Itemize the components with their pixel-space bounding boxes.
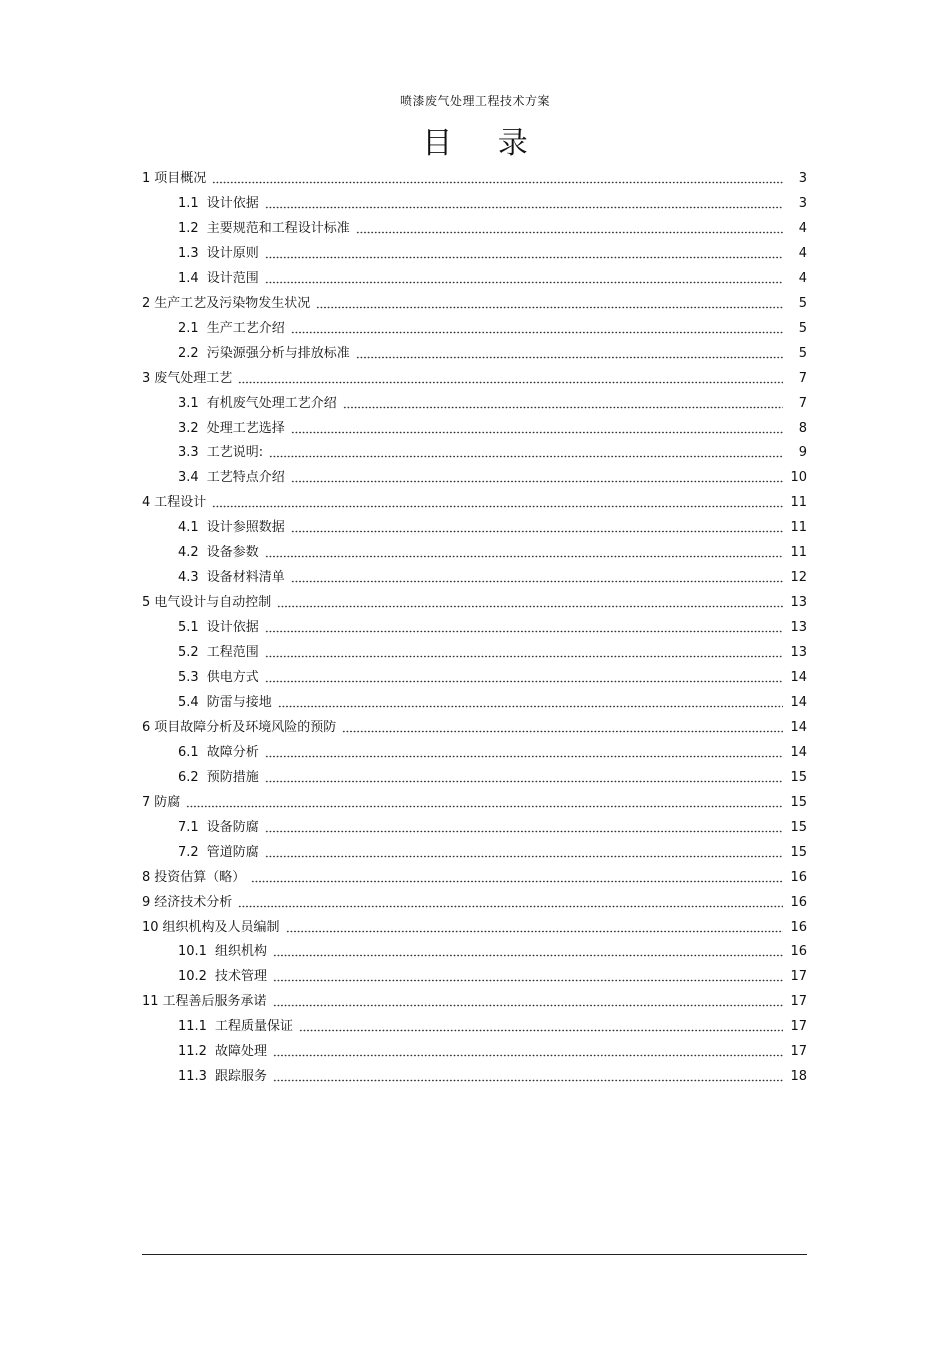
toc-entry-page: 17 <box>790 1044 807 1060</box>
toc-entry-text: 防雷与接地 <box>206 694 272 710</box>
toc-entry-text: 故障处理 <box>214 1044 267 1060</box>
toc-entry-page: 16 <box>790 919 807 935</box>
toc-entry-label <box>178 395 337 413</box>
toc-entry[interactable] <box>178 617 807 637</box>
toc-entry-page: 15 <box>790 769 807 785</box>
toc-entry[interactable] <box>178 767 807 787</box>
toc-entry-number: 5.1 <box>178 620 199 636</box>
dot-leader <box>212 498 783 508</box>
toc-entry-page: 17 <box>790 994 807 1010</box>
toc-entry-text: 设备参数 <box>206 545 259 561</box>
toc-entry-number: 7.1 <box>178 819 199 835</box>
toc-entry-number: 1.1 <box>178 195 199 211</box>
toc-entry-number: 8 <box>142 869 151 885</box>
toc-entry-label <box>178 943 267 961</box>
toc-entry-text: 预防措施 <box>206 769 259 785</box>
toc-entry-label <box>178 1068 267 1086</box>
toc-entry[interactable] <box>178 517 807 537</box>
toc-entry[interactable] <box>142 892 807 912</box>
toc-entry-page: 16 <box>790 944 807 960</box>
toc-entry-number: 5 <box>142 595 151 611</box>
dot-leader <box>273 1072 783 1082</box>
toc-entry[interactable] <box>178 842 807 862</box>
toc-entry-text: 工艺说明: <box>206 445 264 461</box>
dot-leader <box>273 1047 783 1057</box>
dot-leader <box>342 723 783 733</box>
dot-leader <box>277 598 783 608</box>
toc-entry-label <box>142 295 310 313</box>
dot-leader <box>186 798 783 808</box>
toc-entry[interactable] <box>178 966 807 986</box>
toc-entry-page: 16 <box>790 894 807 910</box>
toc-entry-number: 10.2 <box>178 969 207 985</box>
dot-leader <box>291 424 783 434</box>
toc-entry-page: 15 <box>790 844 807 860</box>
toc-entry-page: 14 <box>790 670 807 685</box>
toc-entry[interactable] <box>178 817 807 837</box>
toc-entry[interactable] <box>178 268 807 288</box>
dot-leader <box>265 823 783 833</box>
toc-entry[interactable] <box>142 592 807 612</box>
toc-entry-number: 11.1 <box>178 1019 207 1035</box>
toc-entry-page: 17 <box>790 1019 807 1035</box>
toc-entry-label <box>178 245 259 263</box>
toc-entry-text: 设备材料清单 <box>206 570 285 586</box>
dot-leader <box>265 673 783 683</box>
toc-entry[interactable] <box>178 218 807 238</box>
toc-entry-number: 3.2 <box>178 420 199 436</box>
toc-entry-text: 投资估算（略） <box>154 869 246 885</box>
toc-entry-text: 技术管理 <box>214 969 267 985</box>
toc-entry-number: 6 <box>142 719 151 735</box>
toc-entry[interactable] <box>142 293 807 313</box>
dot-leader <box>265 274 783 284</box>
toc-entry-page: 11 <box>790 520 807 536</box>
toc-entry[interactable] <box>178 318 807 338</box>
toc-entry[interactable] <box>142 168 807 188</box>
toc-entry[interactable] <box>142 368 807 388</box>
toc-entry[interactable] <box>142 867 807 887</box>
toc-entry-page: 11 <box>790 495 807 511</box>
toc-entry[interactable] <box>178 243 807 263</box>
toc-entry-text: 工艺特点介绍 <box>206 470 285 486</box>
toc-entry-number: 10 <box>142 919 159 935</box>
toc-entry[interactable] <box>178 1016 807 1036</box>
toc-entry-label <box>178 420 285 438</box>
dot-leader <box>265 249 783 259</box>
toc-entry-text: 组织机构及人员编制 <box>162 919 280 935</box>
dot-leader <box>316 299 783 309</box>
toc-entry-label <box>178 320 285 338</box>
toc-entry-label <box>178 270 259 288</box>
toc-entry[interactable] <box>178 193 807 213</box>
toc-entry[interactable] <box>142 991 807 1011</box>
toc-entry-number: 3.4 <box>178 470 199 486</box>
toc-entry-page: 3 <box>798 171 807 186</box>
toc-entry-text: 工程范围 <box>206 645 259 661</box>
dot-leader <box>269 448 783 458</box>
dot-leader <box>265 748 783 758</box>
toc-entry[interactable] <box>178 667 807 687</box>
toc-entry-label <box>142 719 336 737</box>
toc-entry[interactable] <box>178 467 807 487</box>
dot-leader <box>299 1022 783 1032</box>
toc-entry-page: 7 <box>798 370 807 386</box>
toc-entry-number: 5.3 <box>178 670 199 685</box>
toc-entry-text: 设计原则 <box>206 245 259 261</box>
dot-leader <box>251 873 783 883</box>
dot-leader <box>291 523 783 533</box>
toc-entry-label <box>178 744 259 762</box>
toc-entry-text: 处理工艺选择 <box>206 420 285 436</box>
toc-entry-label <box>178 694 272 712</box>
toc-entry-text: 供电方式 <box>206 670 259 685</box>
toc-entry[interactable] <box>142 792 807 812</box>
dot-leader <box>265 199 783 209</box>
toc-entry-page: 5 <box>798 320 807 336</box>
toc-entry-label <box>178 469 285 487</box>
toc-entry[interactable] <box>178 418 807 438</box>
toc-entry-number: 5.2 <box>178 645 199 661</box>
toc-entry-page: 17 <box>790 969 807 985</box>
toc-entry-text: 跟踪服务 <box>214 1069 267 1085</box>
toc-entry-text: 生产工艺介绍 <box>206 320 285 336</box>
toc-entry-text: 废气处理工艺 <box>154 370 233 386</box>
toc-entry-page: 3 <box>798 195 807 211</box>
dot-leader <box>356 224 783 234</box>
dot-leader <box>212 174 783 184</box>
toc-entry-label <box>178 644 259 662</box>
toc-entry-label <box>142 794 180 812</box>
dot-leader <box>265 848 783 858</box>
toc-entry-text: 设计范围 <box>206 270 259 286</box>
toc-entry-page: 10 <box>790 470 807 486</box>
toc-entry-label <box>178 619 259 637</box>
toc-entry-label <box>178 819 259 837</box>
toc-entry-number: 1 <box>142 171 151 186</box>
toc-entry-text: 设计参照数据 <box>206 520 285 536</box>
toc-entry-text: 工程设计 <box>154 495 207 511</box>
toc-entry-number: 3.1 <box>178 395 199 411</box>
toc-entry-text: 防腐 <box>154 794 181 810</box>
dot-leader <box>238 374 783 384</box>
dot-leader <box>265 548 783 558</box>
running-header: 喷漆废气处理工程技术方案 <box>399 94 550 108</box>
toc-entry[interactable] <box>178 393 807 413</box>
toc-entry-label <box>178 220 350 238</box>
toc-entry-text: 设计依据 <box>206 195 259 211</box>
toc-entry-page: 12 <box>790 570 807 586</box>
toc-entry-text: 工程质量保证 <box>214 1019 293 1035</box>
toc-entry-number: 4.1 <box>178 520 199 536</box>
toc-entry-number: 11 <box>142 994 159 1010</box>
toc-entry-page: 7 <box>798 395 807 411</box>
toc-entry-label <box>178 669 259 687</box>
dot-leader <box>238 898 783 908</box>
toc-entry-number: 1.4 <box>178 270 199 286</box>
toc-entry-page: 15 <box>790 794 807 810</box>
toc-entry-label <box>142 494 206 512</box>
toc-entry-page: 13 <box>790 595 807 611</box>
toc-entry-number: 2.2 <box>178 345 199 361</box>
toc-entry-number: 5.4 <box>178 694 199 710</box>
toc-entry-label <box>142 370 232 388</box>
toc-entry-number: 6.2 <box>178 769 199 785</box>
toc-entry-number: 2 <box>142 295 151 311</box>
toc-entry-text: 管道防腐 <box>206 844 259 860</box>
toc-entry-label <box>178 544 259 562</box>
toc-entry-page: 13 <box>790 620 807 636</box>
toc-entry-text: 设计依据 <box>206 620 259 636</box>
dot-leader <box>273 997 783 1007</box>
dot-leader <box>265 648 783 658</box>
toc-entry-number: 4.2 <box>178 545 199 561</box>
toc-entry[interactable] <box>142 717 807 737</box>
toc-entry[interactable] <box>178 442 807 462</box>
toc-entry-number: 1.2 <box>178 220 199 236</box>
toc-entry-page: 8 <box>798 420 807 436</box>
toc-entry-page: 16 <box>790 869 807 885</box>
toc-entry-number: 1.3 <box>178 245 199 261</box>
toc-entry-text: 设备防腐 <box>206 819 259 835</box>
toc-entry-text: 生产工艺及污染物发生状况 <box>154 295 311 311</box>
dot-leader <box>286 923 783 933</box>
toc-entry-label <box>178 444 263 462</box>
toc-entry-label <box>178 1018 293 1036</box>
toc-entry[interactable] <box>178 692 807 712</box>
toc-entry-page: 5 <box>798 345 807 361</box>
dot-leader <box>291 324 783 334</box>
dot-leader <box>291 573 783 583</box>
toc-entry-page: 13 <box>790 645 807 661</box>
dot-leader <box>356 349 783 359</box>
toc-entry-page: 9 <box>798 445 807 461</box>
footer-divider <box>142 1254 807 1255</box>
toc-entry-number: 4.3 <box>178 570 199 586</box>
toc-entry-text: 组织机构 <box>214 944 267 960</box>
toc-entry-page: 4 <box>798 220 807 236</box>
toc-entry-label <box>178 968 267 986</box>
toc-entry-number: 9 <box>142 894 151 910</box>
toc-entry-text: 项目故障分析及环境风险的预防 <box>154 719 337 735</box>
toc-entry-label <box>142 170 206 188</box>
page-title: 目 录 <box>422 126 546 161</box>
toc-entry[interactable] <box>178 1041 807 1061</box>
toc-entry-text: 有机废气处理工艺介绍 <box>206 395 337 411</box>
toc-entry-page: 11 <box>790 545 807 561</box>
toc-entry-text: 经济技术分析 <box>154 894 233 910</box>
toc-entry-page: 4 <box>798 270 807 286</box>
toc-entry-text: 主要规范和工程设计标准 <box>206 220 350 236</box>
toc-entry-page: 4 <box>798 245 807 261</box>
toc-entry-number: 11.3 <box>178 1069 207 1085</box>
toc-entry[interactable] <box>178 642 807 662</box>
dot-leader <box>291 473 783 483</box>
dot-leader <box>278 698 783 708</box>
toc-entry-label <box>178 844 259 862</box>
toc-entry-number: 2.1 <box>178 320 199 336</box>
toc-entry-page: 5 <box>798 295 807 311</box>
toc-entry-page: 15 <box>790 819 807 835</box>
toc-entry-label <box>142 594 271 612</box>
toc-entry-page: 14 <box>790 694 807 710</box>
toc-entry[interactable] <box>178 742 807 762</box>
toc-entry-number: 11.2 <box>178 1044 207 1060</box>
toc-entry-number: 6.1 <box>178 744 199 760</box>
toc-entry[interactable] <box>142 917 807 937</box>
dot-leader <box>265 773 783 783</box>
toc-entry-page: 14 <box>790 719 807 735</box>
toc-entry-label <box>142 869 245 887</box>
toc-entry-text: 故障分析 <box>206 744 259 760</box>
toc-entry[interactable] <box>142 492 807 512</box>
toc-entry-text: 工程善后服务承诺 <box>162 994 267 1010</box>
toc-entry-text: 项目概况 <box>154 171 207 186</box>
toc-entry-number: 7 <box>142 794 151 810</box>
toc-entry-label <box>142 993 267 1011</box>
toc-entry-number: 3.3 <box>178 445 199 461</box>
toc-entry-number: 4 <box>142 495 151 511</box>
toc-entry-text: 电气设计与自动控制 <box>154 595 272 611</box>
toc-entry-number: 10.1 <box>178 944 207 960</box>
toc-entry[interactable] <box>178 343 807 363</box>
toc-entry-label <box>178 1043 267 1061</box>
toc-entry[interactable] <box>178 1066 807 1086</box>
toc-entry[interactable] <box>178 941 807 961</box>
toc-entry-page: 14 <box>790 744 807 760</box>
dot-leader <box>273 947 783 957</box>
toc-entry-label <box>178 569 285 587</box>
toc-entry[interactable] <box>178 567 807 587</box>
dot-leader <box>273 972 783 982</box>
toc-entry-text: 污染源强分析与排放标准 <box>206 345 350 361</box>
dot-leader <box>265 623 783 633</box>
toc-entry-label <box>178 769 259 787</box>
toc-entry-label <box>178 195 259 213</box>
toc-entry-page: 18 <box>790 1069 807 1085</box>
toc-entry-label <box>178 345 350 363</box>
toc-entry-number: 3 <box>142 370 151 386</box>
toc-entry-number: 7.2 <box>178 844 199 860</box>
toc-entry-label <box>142 894 232 912</box>
dot-leader <box>343 399 783 409</box>
toc-entry[interactable] <box>178 542 807 562</box>
toc-entry-label <box>178 519 285 537</box>
toc-entry-label <box>142 919 280 937</box>
